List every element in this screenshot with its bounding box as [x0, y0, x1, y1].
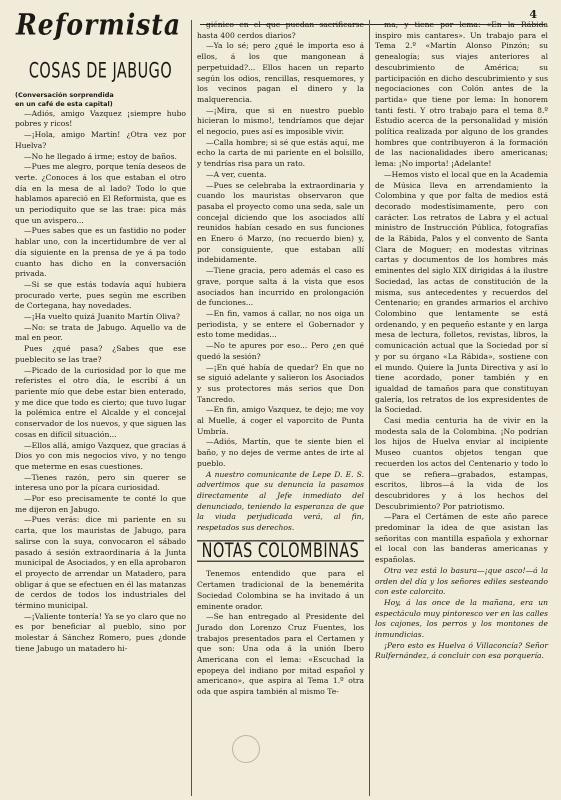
article-title-colombinas: NOTAS COLOMBINAS: [197, 540, 364, 561]
paragraph: A nuestro comunicante de Lepe D. E. S. advertimos que su denuncia la pasamos directamente al Jefe inmediato del denunciado, teniendo la esperanza de que la viuda perjudicada verá, al fin, respetados sus derechos.: [197, 469, 364, 533]
paragraph: —Pues verás: dice mi pariente en su carta, que los mauristas de Jabugo, para salirse con la suya, convocaron el sábado pasado á sesión extraordinaria á la Junta municipal de Asociados, y en ella aprobaron el proyecto de arrendar un Matadero, para obligar á que se efectuen en él las matanzas de cerdos de todos los industriales del término municipal.: [15, 515, 186, 611]
paragraph: —Adiós, Martín, que te siente bien el baño, y no dejes de verme antes de irte al pueblo.: [197, 437, 364, 468]
library-stamp-mark: [232, 735, 260, 763]
paragraph: —Tienes razón, pero sin querer se interesa uno por la pícara curiosidad.: [15, 472, 186, 493]
column-1: [10, 20, 192, 796]
article-body-jabugo-continued: [197, 20, 364, 534]
paragraph: —Para el Certámen de este año parece predominar la idea de que asistan las señoritas con mantilla española y exhornar el local con las banderas americanas y españolas.: [375, 512, 548, 565]
article-title-jabugo: COSAS DE JABUGO: [28, 57, 173, 84]
paragraph: —Por eso precisamente te conté lo que me dijeron en Jabugo.: [15, 494, 186, 514]
paragraph: —Si se que estás todavía aquí hubiera procurado verte, pues según me escriben de Cortegana, hay novedades.: [15, 279, 186, 311]
paragraph: —A ver, cuenta.: [206, 169, 267, 179]
paragraph: —No te apures por eso... Pero ¿en qué quedó la sesión?: [197, 341, 364, 361]
paragraph: —Picado de la curiosidad por lo que me referistes el otro día, le escribí á un pariente mío que debe estar bien enterado, y me dice que todo es cierto; que tuvo lugar la polémica entre el Alcalde y el concejal conservador de los nuevos, y que siguen las cosas en difícil situación...: [15, 365, 186, 439]
paragraph: —Pues sabes que es un fastidio no poder hablar uno, con la incertidumbre de ver al día siguiente en la prensa de ye á pa todo cuanto has dicho en la conversación privada.: [15, 226, 186, 279]
paragraph: —¡Mira, que si en nuestro pueblo hicieran lo mismo!, tendríamos que dejar el negocio, pues así es imposible vivir.: [197, 105, 364, 137]
paragraph: —Pues me alegro, porque tenía deseos de verte. ¿Conoces á los que estaban el otro día en la mesa de al lado? Todo lo que hablamos apareció en El Reformista, que es un periodiquito que se las trae: pica más que un avispero...: [15, 162, 186, 225]
paragraph: Otra vez está lo basura—¡que asco!—á la orden del día y los señores ediles sesteando con este calorcito.: [375, 565, 548, 597]
article-subtitle-line-2: en un café de esta capital): [15, 99, 113, 108]
paragraph: ¡Pero esto es Huelva ó Villaconcía? Señor Rulfernández, á concluir con esa porquería.: [375, 640, 548, 661]
paragraph: giénico en el que puedan sacrificarse hasta 400 cerdos diarios?: [197, 20, 364, 40]
article-body-colombinas: [197, 569, 364, 697]
paragraph: ma, y tiene por lema: «En la Rábida inspiro mis cantares». Un trabajo para el Tema 2.º «Martín Alonso Pinzón; su genealogía; sus viajes anteriores al descubrimiento de América; su participación en dicho descubrimiento y sus negociaciones con Colón antes de la partida» que tiene por lema: In honorem tanti festi. Y otro trabajo para el tema 8.º Estudio acerca de la personalidad y misión política realizada por alguno de los grandes hombres que contribuyeron á la formación de las nacionalidades ibero americanas; lema: ¡No importa! ¡Adelante!: [375, 20, 548, 169]
paragraph: Pues ¿qué pasa? ¿Sabes que ese pueblecito se las trae?: [15, 344, 186, 364]
paragraph: —En fin, amigo Vazquez, te dejo; me voy al Muelle, á coger el vaporcito de Punta Umbría.: [197, 405, 364, 436]
paragraph: Hoy, á las once de la mañana, era un espectáculo muy pintoresco ver en las calles los cajones, los perros y los montones de inmundicias.: [375, 597, 548, 640]
paragraph: Casi media centuria ha de vivir en la modesta sala de la Colombina. ¡No podrían los hijos de Huelva enviar al incipiente Museo cuantos objetos tengan que recuerden los actos del Centenario y todo lo que se refiera—grabados, estampas, escritos, libros—á la vida de los descubridores y á los hechos del Descubrimiento? Por patriotismo.: [375, 416, 548, 511]
paragraph: —Adiós, amigo Vazquez ¡siempre hubo pobres y ricos!: [15, 108, 186, 129]
column-3: [370, 20, 553, 796]
column-2: [192, 20, 370, 796]
paragraph: —Ya lo sé; pero ¿qué le importa eso á ellos, á los que mangonean á perpetuidad?... Ellos hacen un reparto según los odios, rencillas, resquemores, y los vecinos pagan el dinero y la malquerencia.: [197, 41, 364, 104]
paragraph: —¡Valiente tontería! Ya se yo claro que no es por beneficiar al pueblo, sino por molestar á Sánchez Romero, pues ¿donde tiene Jabugo un matadero hi-: [15, 611, 186, 653]
page-number: 4: [529, 8, 537, 21]
paragraph: Tenemos entendido que para el Certamen tradicional de la benemérita Sociedad Colombina se ha invitado á un eminente orador.: [197, 569, 364, 611]
paragraph: —Hemos visto el local que en la Academia de Música lleva en arrendamiento la Colombina y que por falta de medios está decorado modestísimamente, pero con carácter. Los retratos de Labra y el actual ministro de Instrucción Pública, fotografías de la Rábida, Palos y el convento de Santa Clara de Moguer; en modestas vitrinas cartas y documentos de los hombres más eminentes del siglo XIX dirigidas á la ilustre Sociedad, las actas de constitución de la misma, sus antecedentes y recuerdos del Centenario; en grandes armarios el archivo Colombino que lentamente se está ordenando, y en pequeño estante y en larga mesa de lectura, folletos, revistas, libros, la comunicación actual que la Sociedad por sí y por su órgano «La Rábida», sostiene con el mundo. Quiere la Junta Directiva y así lo tiene acordado, poner también y en igualdad de tamaños para que constituyan galería, los retratos de los expresidentes de la Sociedad.: [375, 169, 548, 415]
columns: [10, 20, 553, 796]
masthead-logo: Reformista: [16, 8, 182, 42]
paragraph: —No: se trata de Jabugo. Aquello va de mal en peor.: [15, 322, 186, 343]
paragraph: —Ellos allá, amigo Vazquez, que gracias á Dios yo con mis negocios vivo, y no tengo que meterme en esas cuestiones.: [15, 440, 186, 471]
paragraph: —Tiene gracia, pero además el caso es grave, porque salta á la vista que esos asociados han incurrido en prolongación de funciones...: [197, 266, 364, 308]
paragraph: —¡En qué había de quedar? En que no se siguió adelante y salieron los Asociados y sus protectores más serios que Don Tancredo.: [197, 362, 364, 404]
paragraph: —Pues se celebraba la extraordinaria y cuando los mauristas observaron que pasaba el proyecto como una seda, sale un concejal diciendo que los asociados allí reunidos habían cesado en sus funciones en Enero ó Marzo, (no recuerdo bien) y, por consiguiente, que estaban allí indebidamente.: [197, 180, 364, 265]
article-body-colombinas-continued: [375, 20, 548, 662]
paragraph: —¡Hola, amigo Martín! ¿Otra vez por Huelva?: [15, 130, 186, 150]
article-body-jabugo: [15, 109, 186, 655]
paragraph: —En fin, vamos á callar, no nos oiga un periodista, y se entere el Gobernador y esto tome medidas...: [197, 308, 364, 340]
paragraph: —Calla hombre; si sé que estás aquí, me echo la carta de mi pariente en el bolsillo, y tendrías risa para un rato.: [197, 137, 364, 169]
article-subtitle-line-1: (Conversación sorprendida: [15, 90, 114, 99]
paragraph: —¡Ha vuelto quizá Juanito Martín Oliva?: [24, 312, 180, 322]
paragraph: —Se han entregado al Presidente del Jurado don Lorenzo Cruz Fuentes, los trabajos presentados para el Certamen y que son: Una oda á la unión Ibero Americana con el lema: «Escuchad la epopeya del indiano por mitad español y americano», que aspira al Tema 1.º otra oda que aspira también al mismo Te-: [197, 612, 364, 697]
paragraph: —No he llegado á irme; estoy de baños.: [24, 151, 177, 161]
